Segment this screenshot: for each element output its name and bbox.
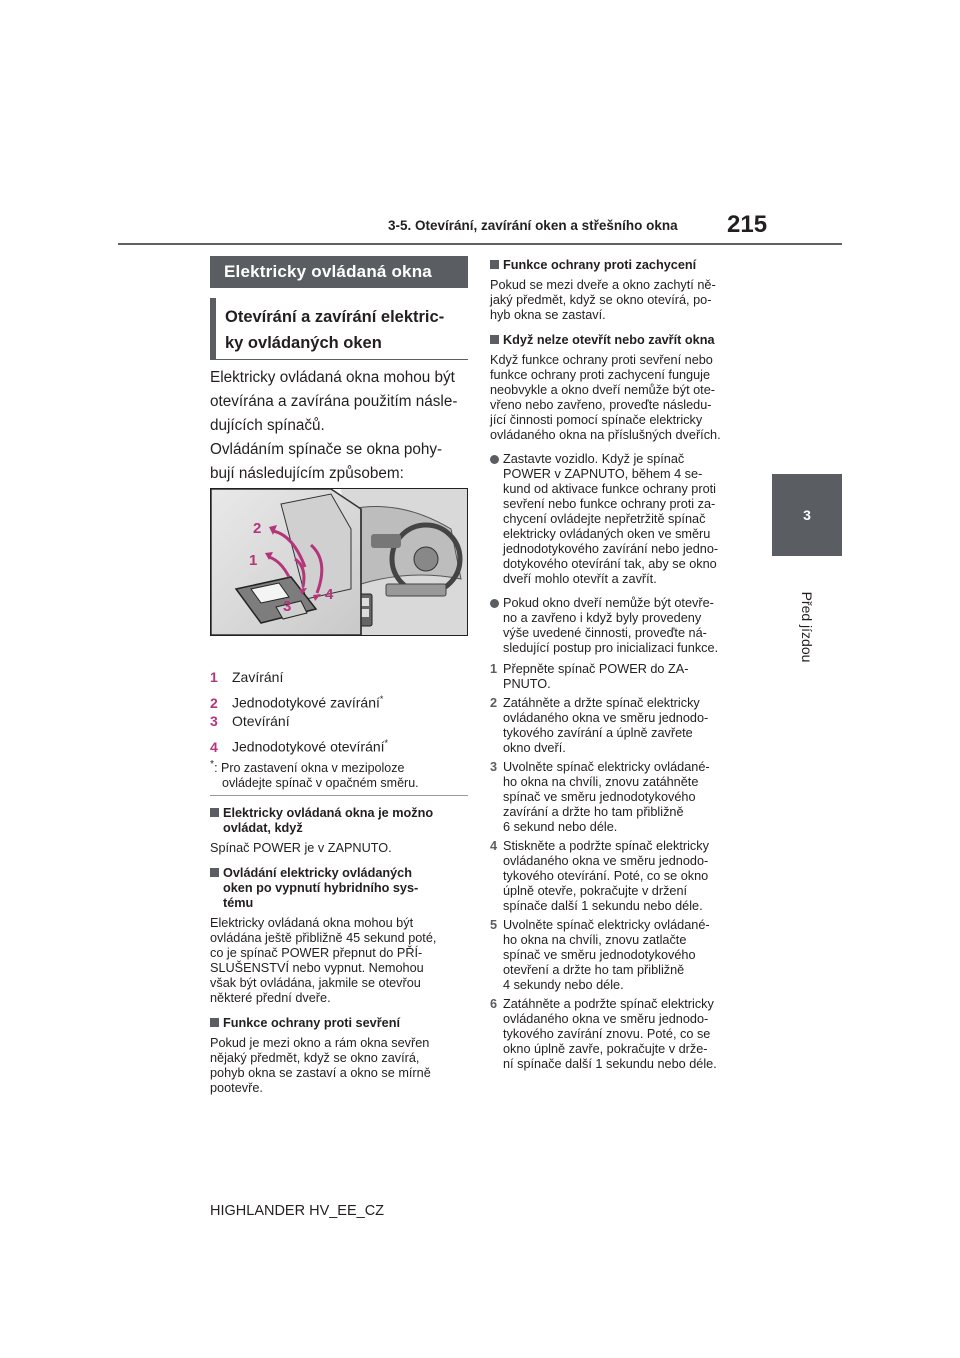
step-number: 6 (490, 997, 498, 1011)
legend-text: Otevírání (232, 713, 290, 729)
note-heading: Funkce ochrany proti sevření (210, 1016, 472, 1031)
step-item: 4 Stiskněte a podržte spínač elektricky ovládaného okna ve směru jednodo- tykového otevírání. Poté, co se okno úplně otevře, pokračujte v držení spínače další 1 sekundu nebo déle. (490, 839, 709, 913)
intro-line: bují následujícím způsobem: (210, 465, 404, 482)
legend-text: Zavírání (232, 669, 284, 685)
legend-number: 2 (210, 694, 218, 711)
note-heading: Funkce ochrany proti zachycení (490, 258, 752, 273)
legend-text: Jednodotykové otevírání (232, 738, 385, 755)
intro-line: otevírána a zavírána použitím násle- (210, 393, 458, 410)
step-item: 6 Zatáhněte a podržte spínač elektricky ovládaného okna ve směru jednodo- tykového zavírání znovu. Poté, co se okno úplně zavře, pokračujte v drže- ní spínače další 1 sekundu nebo déle. (490, 997, 717, 1071)
subsection-line-2: ky ovládaných oken (225, 334, 382, 352)
note-text: Pokud je mezi okno a rám okna sevřen nějaký předmět, když se okno zavírá, pohyb okna se zastaví a okno se mírně pootevře. (210, 1036, 431, 1095)
step-number: 3 (490, 760, 498, 774)
bullet-item: Zastavte vozidlo. Když je spínač POWER v ZAPNUTO, během 4 se- kund od aktivace funkce ochrany proti sevření nebo funkce ochrany proti za- chycení ovládejte nepřetržitě spínač elektricky ovládaných oken ve směru jednodotykového zavírání nebo jedno- dotykového otevírání tak, aby se okno dveří mohlo otevřít a zavřít. (490, 452, 752, 587)
square-bullet-icon (490, 335, 499, 344)
section-banner: Elektricky ovládaná okna (210, 256, 468, 288)
intro-line: dujících spínačů. (210, 417, 325, 434)
header-title: 3-5. Otevírání, zavírání oken a střešního okna (388, 218, 678, 233)
figure-label: 1 (249, 552, 258, 569)
window-switch-illustration (210, 488, 468, 636)
note-heading: Ovládání elektricky ovládaných oken po vypnutí hybridního sys- tému (210, 866, 472, 911)
note-text: Když funkce ochrany proti sevření nebo funkce ochrany proti zachycení funguje neobvykle a okno dveří nemůže být ote- vřeno nebo zavřeno, proveďte následu- jící činnosti pomocí spínače elektricky ovládaného okna na příslušných dveřích. (490, 353, 721, 442)
figure-label: 2 (253, 520, 262, 537)
figure-label: 3 (283, 598, 292, 615)
figure-legend (210, 666, 472, 754)
legend-asterisk: * (384, 738, 389, 748)
square-bullet-icon (490, 260, 499, 269)
note-text: Pokud se mezi dveře a okno zachytí ně- jaký předmět, když se okno otevírá, po- hyb okna se zastaví. (490, 278, 716, 322)
divider (210, 795, 468, 796)
legend-item (210, 710, 472, 732)
chapter-tab-number: 3 (772, 474, 842, 556)
square-bullet-icon (210, 868, 219, 877)
legend-text: Jednodotykové zavírání (232, 694, 380, 711)
step-number: 1 (490, 662, 498, 676)
footnote-line: : Pro zastavení okna v mezipoloze (214, 761, 405, 776)
subsection-title (210, 298, 468, 360)
illustration-svg (211, 489, 467, 635)
legend-item (210, 732, 472, 754)
round-bullet-icon (490, 455, 499, 464)
note-text: Spínač POWER je v ZAPNUTO. (210, 841, 392, 855)
note-heading: Elektricky ovládaná okna je možno ovládat, když (210, 806, 472, 836)
chapter-tab-title (772, 562, 842, 692)
square-bullet-icon (210, 808, 219, 817)
step-item: 1 Přepněte spínač POWER do ZA- PNUTO. (490, 662, 689, 691)
footnote-asterisk: * (210, 759, 215, 770)
step-number: 4 (490, 839, 498, 853)
bullet-item: Pokud okno dveří nemůže být otevře- no a zavřeno i když byly provedeny výše uvedené činnosti, proveďte ná- sledující postup pro inicializaci funkce. (490, 596, 752, 656)
note-heading: Když nelze otevřít nebo zavřít okna (490, 333, 752, 348)
legend-item (210, 688, 472, 710)
header-rule (118, 243, 842, 245)
step-number: 5 (490, 918, 498, 932)
note-text: Elektricky ovládaná okna mohou být ovládána ještě přibližně 45 sekund poté, co je spínač POWER přepnut do PŘÍ- SLUŠENSTVÍ nebo vypnut. Nemohou však být ovládána, jakmile se otevřou některé přední dveře. (210, 916, 437, 1005)
legend-item (210, 666, 472, 688)
figure-label: 4 (325, 586, 334, 603)
right-column-notes (490, 258, 752, 1072)
round-bullet-icon (490, 599, 499, 608)
left-column-notes (210, 806, 472, 1096)
subsection-line-1: Otevírání a zavírání elektric- (225, 308, 445, 326)
page-number: 215 (727, 211, 768, 238)
square-bullet-icon (210, 1018, 219, 1027)
step-item: 2 Zatáhněte a držte spínač elektricky ovládaného okna ve směru jednodo- tykového zavírání a úplně zavřete okno dveří. (490, 696, 709, 755)
footer-model: HIGHLANDER HV_EE_CZ (210, 1203, 385, 1219)
step-number: 2 (490, 696, 498, 710)
footnote (210, 757, 472, 791)
legend-number: 1 (210, 669, 218, 685)
intro-line: Elektricky ovládaná okna mohou být (210, 369, 455, 386)
intro-line: Ovládáním spínače se okna pohy- (210, 441, 443, 458)
legend-asterisk: * (379, 694, 384, 704)
step-item: 3 Uvolněte spínač elektricky ovládané- ho okna na chvíli, znovu zatáhněte spínač ve směru jednodotykového zavírání a držte ho tam přibližně 6 sekund nebo déle. (490, 760, 710, 834)
footnote-line: ovládejte spínač v opačném směru. (222, 776, 419, 791)
intro-text (210, 366, 472, 486)
chapter-title-text: Před jízdou (799, 591, 815, 663)
legend-number: 3 (210, 713, 218, 729)
legend-number: 4 (210, 738, 218, 755)
step-item: 5 Uvolněte spínač elektricky ovládané- ho okna na chvíli, znovu zatlačte spínač ve směru jednodotykového otevření a držte ho tam přibližně 4 sekundy nebo déle. (490, 918, 710, 992)
